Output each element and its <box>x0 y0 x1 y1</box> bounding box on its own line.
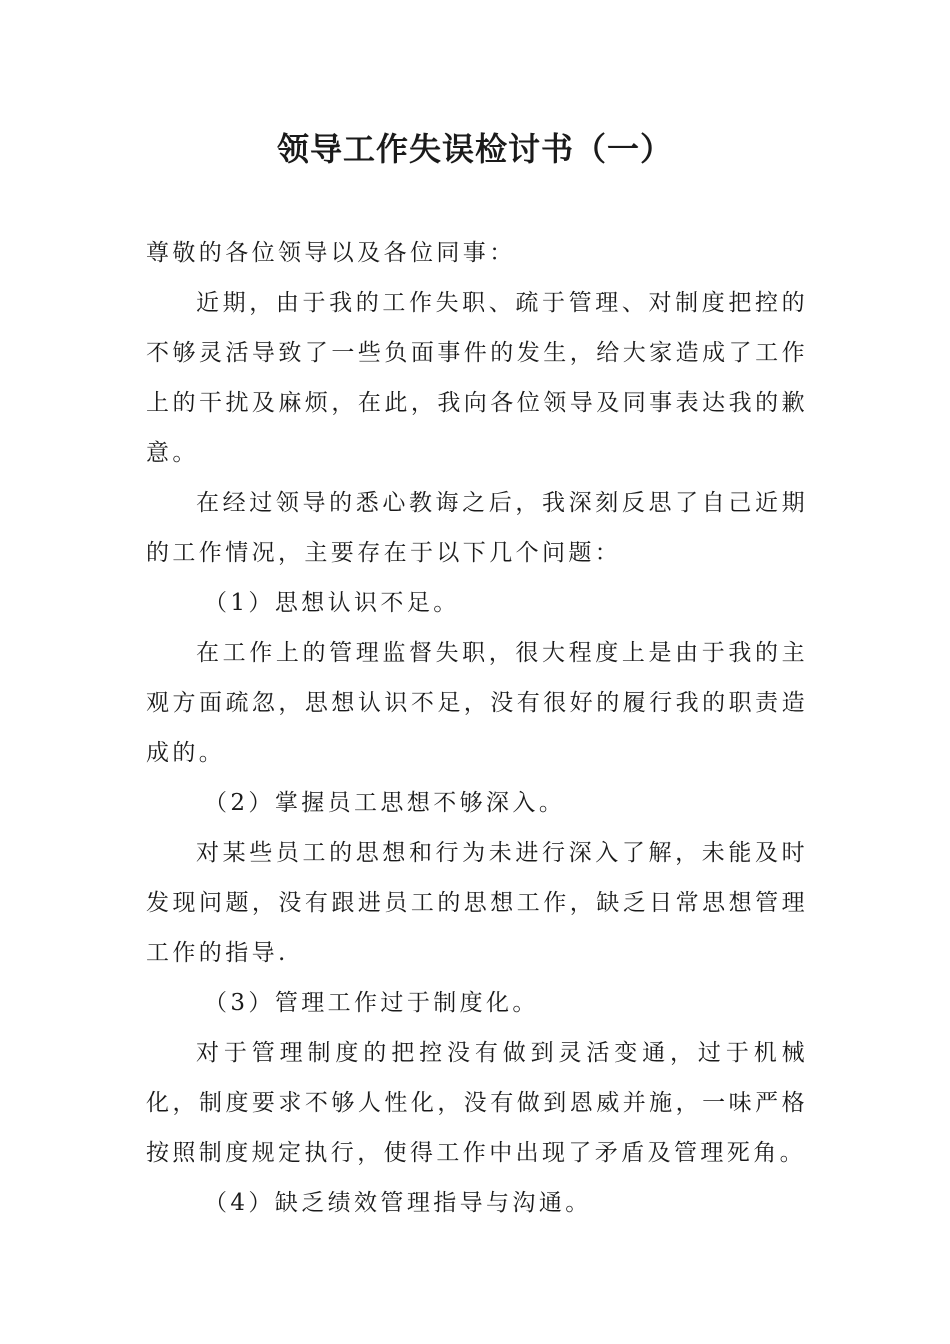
section-heading-2: （2）掌握员工思想不够深入。 <box>204 790 566 816</box>
section-heading-1: （1）思想认识不足。 <box>204 590 460 616</box>
section-heading-3: （3）管理工作过于制度化。 <box>204 990 539 1016</box>
section-text-3: 对于管理制度的把控没有做到灵活变通，过于机械化，制度要求不够人性化，没有做到恩威并施，一味严格按照制度规定执行，使得工作中出现了矛盾及管理死角。 <box>146 1040 808 1166</box>
paragraph-intro: 近期，由于我的工作失职、疏于管理、对制度把控的不够灵活导致了一些负面事件的发生，给大家造成了工作上的干扰及麻烦，在此，我向各位领导及同事表达我的歉意。 <box>146 290 808 466</box>
section-text-1: 在工作上的管理监督失职，很大程度上是由于我的主观方面疏忽，思想认识不足，没有很好的履行我的职责造成的。 <box>146 640 808 766</box>
document-body <box>146 228 808 1228</box>
document-title: 领导工作失误检讨书（一） <box>276 130 673 168</box>
section-text-2: 对某些员工的思想和行为未进行深入了解，未能及时发现问题，没有跟进员工的思想工作，缺乏日常思想管理工作的指导. <box>146 840 808 966</box>
section-heading-4: （4）缺乏绩效管理指导与沟通。 <box>204 1190 592 1216</box>
salutation: 尊敬的各位领导以及各位同事： <box>146 240 516 266</box>
paragraph-reflection: 在经过领导的悉心教诲之后，我深刻反思了自己近期的工作情况，主要存在于以下几个问题： <box>146 490 808 566</box>
